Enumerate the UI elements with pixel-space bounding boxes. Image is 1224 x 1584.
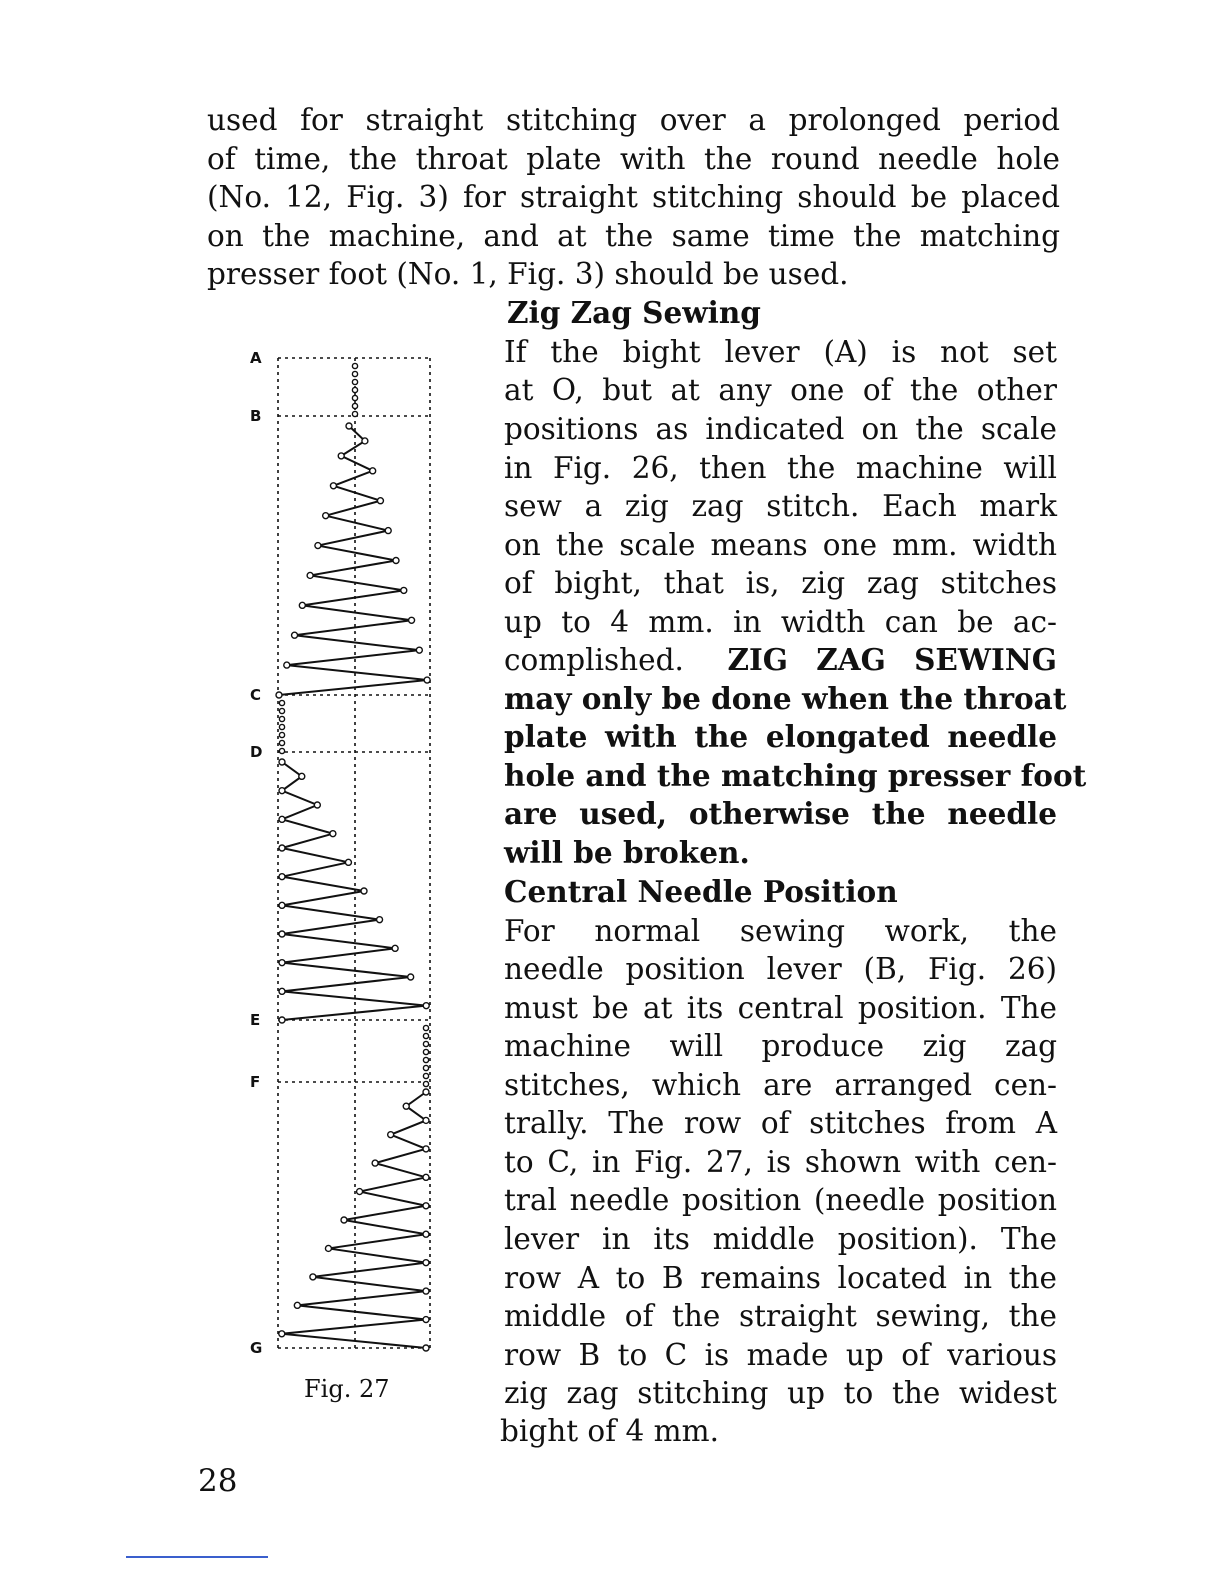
stitch-dot [341, 1217, 347, 1223]
stitch-dot [401, 587, 407, 593]
stitch-dot [279, 740, 284, 745]
warning-line: may only be done when the throat [504, 681, 1067, 716]
stitch-dot [372, 1160, 378, 1166]
stitch-dot [388, 1132, 394, 1138]
paragraph-line: at O, but at any one of the other [504, 373, 1057, 407]
figure-label: F [250, 1073, 261, 1091]
paragraph-line: stitches, which are arranged cen- [504, 1068, 1057, 1102]
stitch-dot [279, 845, 285, 851]
stitch-dot [330, 831, 336, 837]
stitch-dot [423, 1146, 429, 1152]
figure-label: D [250, 743, 263, 761]
stitch-dot [423, 1033, 428, 1038]
paragraph-line: tral needle position (needle position [504, 1183, 1057, 1217]
stitch-dot [279, 732, 284, 737]
warning-line: hole and the matching presser foot [504, 758, 1087, 793]
stitch-dot [279, 1017, 285, 1023]
intro-line: of time, the throat plate with the round needle hole [207, 142, 1060, 176]
paragraph-line: in Fig. 26, then the machine will [504, 451, 1057, 485]
stitch-dot [352, 379, 357, 384]
stitch-dot [279, 816, 285, 822]
stitch-dot [403, 1103, 409, 1109]
stitch-dot [279, 724, 284, 729]
stitch-dot [352, 387, 357, 392]
paragraph-line: If the bight lever (A) is not set [504, 335, 1057, 369]
paragraph-line: to C, in Fig. 27, is shown with cen- [504, 1145, 1057, 1179]
paragraph-line: trally. The row of stitches from A [504, 1106, 1057, 1140]
stitch-dot [385, 528, 391, 534]
stitch-dot [315, 543, 321, 549]
figure-label: G [250, 1339, 263, 1357]
warning-text: ZIG ZAG SEWING [727, 642, 1057, 677]
paragraph-line-mixed [504, 642, 1057, 678]
warning-line: will be broken. [504, 835, 750, 870]
page-number: 28 [198, 1463, 238, 1499]
stitch-dot [423, 1345, 429, 1351]
stitch-dot [393, 558, 399, 564]
stitch-dot [408, 974, 414, 980]
paragraph-line: middle of the straight sewing, the [504, 1299, 1057, 1333]
stitch-dot [423, 1057, 428, 1062]
intro-line: presser foot (No. 1, Fig. 3) should be used. [207, 257, 849, 291]
stitch-diagram [240, 340, 450, 1380]
paragraph-line: lever in its middle position). The [504, 1222, 1057, 1256]
stitch-dot [423, 1049, 428, 1054]
stitch-dot [377, 917, 383, 923]
stitch-dot [279, 1331, 285, 1337]
warning-line: are used, otherwise the needle [504, 796, 1057, 831]
figure-label: A [250, 349, 262, 367]
stitch-dot [279, 708, 284, 713]
stitch-dot [323, 513, 329, 519]
stitch-dot [423, 1073, 428, 1078]
stitch-dot [279, 902, 285, 908]
stitch-dot [284, 662, 290, 668]
paragraph-line: zig zag stitching up to the widest [504, 1376, 1057, 1410]
paragraph-text: complished. [504, 643, 684, 677]
paragraph-line: must be at its central position. The [504, 991, 1057, 1025]
stitch-dot [423, 1065, 428, 1070]
stitch-dot [279, 988, 285, 994]
stitch-dot [423, 1025, 428, 1030]
stitch-dot [423, 1174, 429, 1180]
stitch-dot [424, 677, 430, 683]
stitch-dot [279, 759, 285, 765]
stitch-dot [362, 438, 368, 444]
paragraph-line: needle position lever (B, Fig. 26) [504, 952, 1057, 986]
stitch-dot [279, 788, 285, 794]
zigzag-stitch [279, 426, 427, 695]
stitch-dot [352, 363, 357, 368]
paragraph-line: positions as indicated on the scale [504, 412, 1057, 446]
stitch-dot [314, 802, 320, 808]
figure-label: C [250, 686, 262, 704]
figure-caption: Fig. 27 [304, 1375, 390, 1403]
stitch-dot [361, 888, 367, 894]
stitch-dot [416, 647, 422, 653]
paragraph-line: up to 4 mm. in width can be ac- [504, 605, 1057, 639]
paragraph-line: of bight, that is, zig zag stitches [504, 566, 1057, 600]
zigzag-stitch [282, 762, 426, 1020]
intro-line: used for straight stitching over a prolonged period [207, 103, 1060, 137]
stitch-dot [345, 859, 351, 865]
stitch-dot [299, 602, 305, 608]
stitch-dot [423, 1089, 429, 1095]
stitch-dot [310, 1274, 316, 1280]
paragraph-line: on the scale means one mm. width [504, 528, 1057, 562]
stitch-dot [279, 874, 285, 880]
stitch-dot [423, 1260, 429, 1266]
zigzag-stitch [282, 1092, 426, 1348]
stitch-dot [325, 1245, 331, 1251]
stitch-dot [423, 1041, 428, 1046]
intro-line: (No. 12, Fig. 3) for straight stitching should be placed [207, 180, 1060, 214]
figure-label: E [250, 1011, 261, 1029]
stitch-dot [294, 1302, 300, 1308]
paragraph-line: bight of 4 mm. [500, 1414, 719, 1448]
stitch-dot [338, 453, 344, 459]
stitch-dot [346, 423, 352, 429]
stitch-dot [279, 700, 284, 705]
paragraph-line: row A to B remains located in the [504, 1261, 1057, 1295]
stitch-dot [352, 371, 357, 376]
stitch-dot [292, 632, 298, 638]
stitch-dot [357, 1189, 363, 1195]
paragraph-line: For normal sewing work, the [504, 914, 1057, 948]
stitch-dot [279, 960, 285, 966]
stitch-dot [279, 748, 284, 753]
stitch-dot [423, 1317, 429, 1323]
footer-rule [126, 1556, 268, 1558]
stitch-dot [279, 716, 284, 721]
stitch-dot [307, 572, 313, 578]
stitch-dot [370, 468, 376, 474]
stitch-dot [409, 617, 415, 623]
stitch-dot [299, 773, 305, 779]
stitch-dot [423, 1003, 429, 1009]
paragraph-line: machine will produce zig zag [504, 1029, 1057, 1063]
stitch-dot [423, 1203, 429, 1209]
central-needle-heading: Central Needle Position [504, 874, 898, 909]
stitch-dot [423, 1081, 428, 1086]
stitch-dot [423, 1288, 429, 1294]
paragraph-line: row B to C is made up of various [504, 1338, 1057, 1372]
stitch-dot [377, 498, 383, 504]
stitch-dot [276, 692, 282, 698]
intro-line: on the machine, and at the same time the matching [207, 219, 1060, 253]
stitch-dot [392, 945, 398, 951]
figure-label: B [250, 407, 262, 425]
stitch-dot [423, 1231, 429, 1237]
paragraph-line: sew a zig zag stitch. Each mark [504, 489, 1057, 523]
stitch-dot [352, 403, 357, 408]
warning-line: plate with the elongated needle [504, 719, 1057, 754]
zig-zag-heading: Zig Zag Sewing [507, 295, 761, 330]
stitch-dot [352, 395, 357, 400]
stitch-dot [279, 931, 285, 937]
stitch-dot [330, 483, 336, 489]
stitch-dot [352, 411, 357, 416]
stitch-dot [423, 1117, 429, 1123]
